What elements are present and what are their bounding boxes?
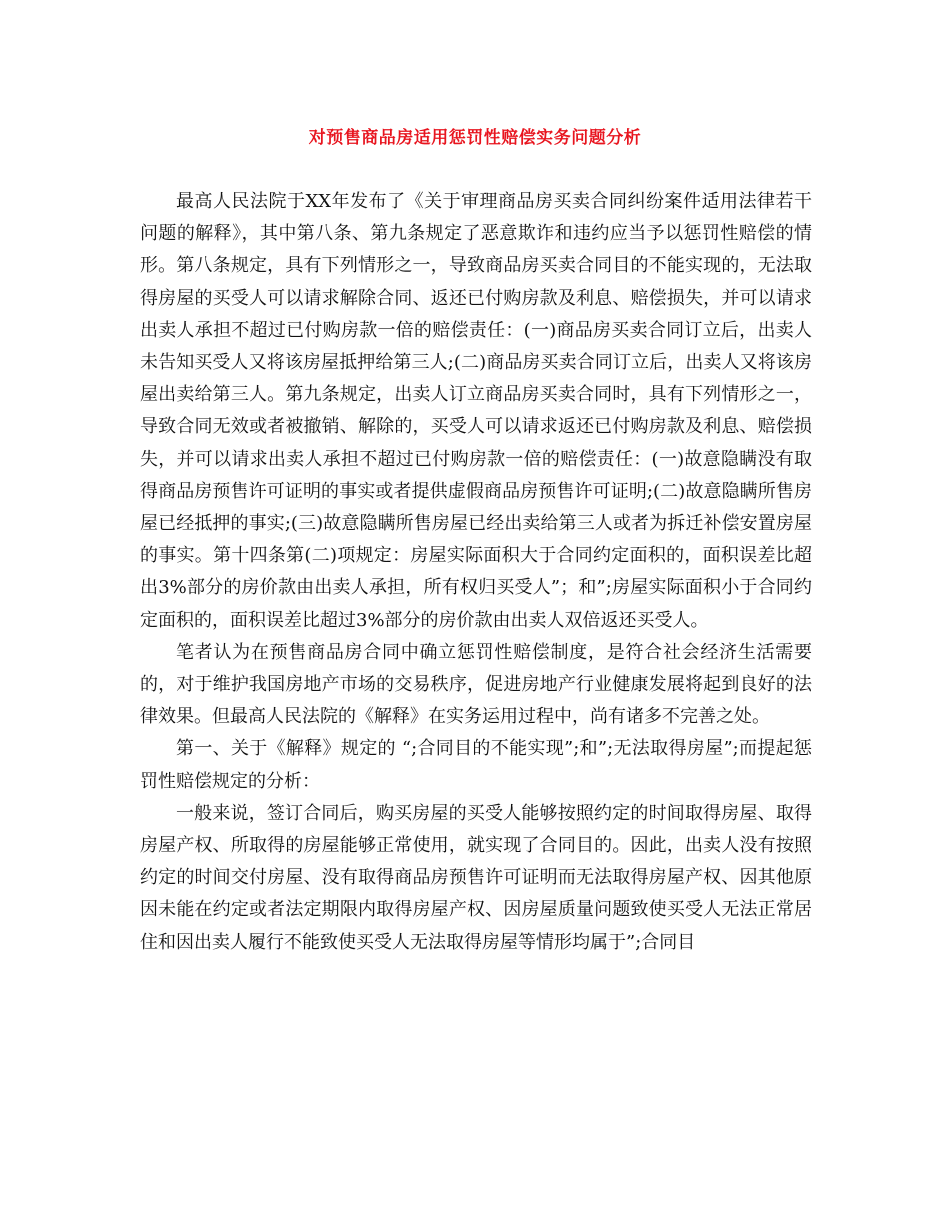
paragraph: 一般来说，签订合同后，购买房屋的买受人能够按照约定的时间取得房屋、取得房屋产权、所取得的房屋能够正常使用，就实现了合同目的。因此，出卖人没有按照约定的时间交付房屋、没有取得商品房预售许可证明而无法取得房屋产权、因其他原因未能在约定或者法定期限内取得房屋产权、因房屋质量问题致使买受人无法正常居住和因出卖人履行不能致使买受人无法取得房屋等情形均属于”;合同目 (140, 802, 812, 953)
document-title: 对预售商品房适用惩罚性赔偿实务问题分析 (308, 128, 642, 148)
paragraph: 最高人民法院于XX年发布了《关于审理商品房买卖合同纠纷案件适用法律若干问题的解释》，其中第八条、第九条规定了恶意欺诈和违约应当予以惩罚性赔偿的情形。第八条规定，具有下列情形之一，导致商品房买卖合同目的不能实现的，无法取得房屋的买受人可以请求解除合同、返还已付购房款及利息、赔偿损失，并可以请求出卖人承担不超过已付购房款一倍的赔偿责任：(一)商品房买卖合同订立后，出卖人未告知买受人又将该房屋抵押给第三人;(二)商品房买卖合同订立后，出卖人又将该房屋出卖给第三人。第九条规定，出卖人订立商品房买卖合同时，具有下列情形之一，导致合同无效或者被撤销、解除的，买受人可以请求返还已付购房款及利息、赔偿损失，并可以请求出卖人承担不超过已付购房款一倍的赔偿责任：(一)故意隐瞒没有取得商品房预售许可证明的事实或者提供虚假商品房预售许可证明;(二)故意隐瞒所售房屋已经抵押的事实;(三)故意隐瞒所售房屋已经出卖给第三人或者为拆迁补偿安置房屋的事实。第十四条第(二)项规定：房屋实际面积大于合同约定面积的，面积误差比超出3%部分的房价款由出卖人承担，所有权归买受人”；和”;房屋实际面积小于合同约定面积的，面积误差比超过3%部分的房价款由出卖人双倍返还买受人。 (140, 191, 812, 631)
paragraph: 笔者认为在预售商品房合同中确立惩罚性赔偿制度，是符合社会经济生活需要的，对于维护我国房地产市场的交易秩序，促进房地产行业健康发展将起到良好的法律效果。但最高人民法院的《解释》在实务运用过程中，尚有诸多不完善之处。 (140, 641, 812, 728)
paragraph: 第一、关于《解释》规定的 “;合同目的不能实现”;和”;无法取得房屋”;而提起惩罚性赔偿规定的分析： (140, 738, 812, 792)
document-body (140, 186, 812, 959)
